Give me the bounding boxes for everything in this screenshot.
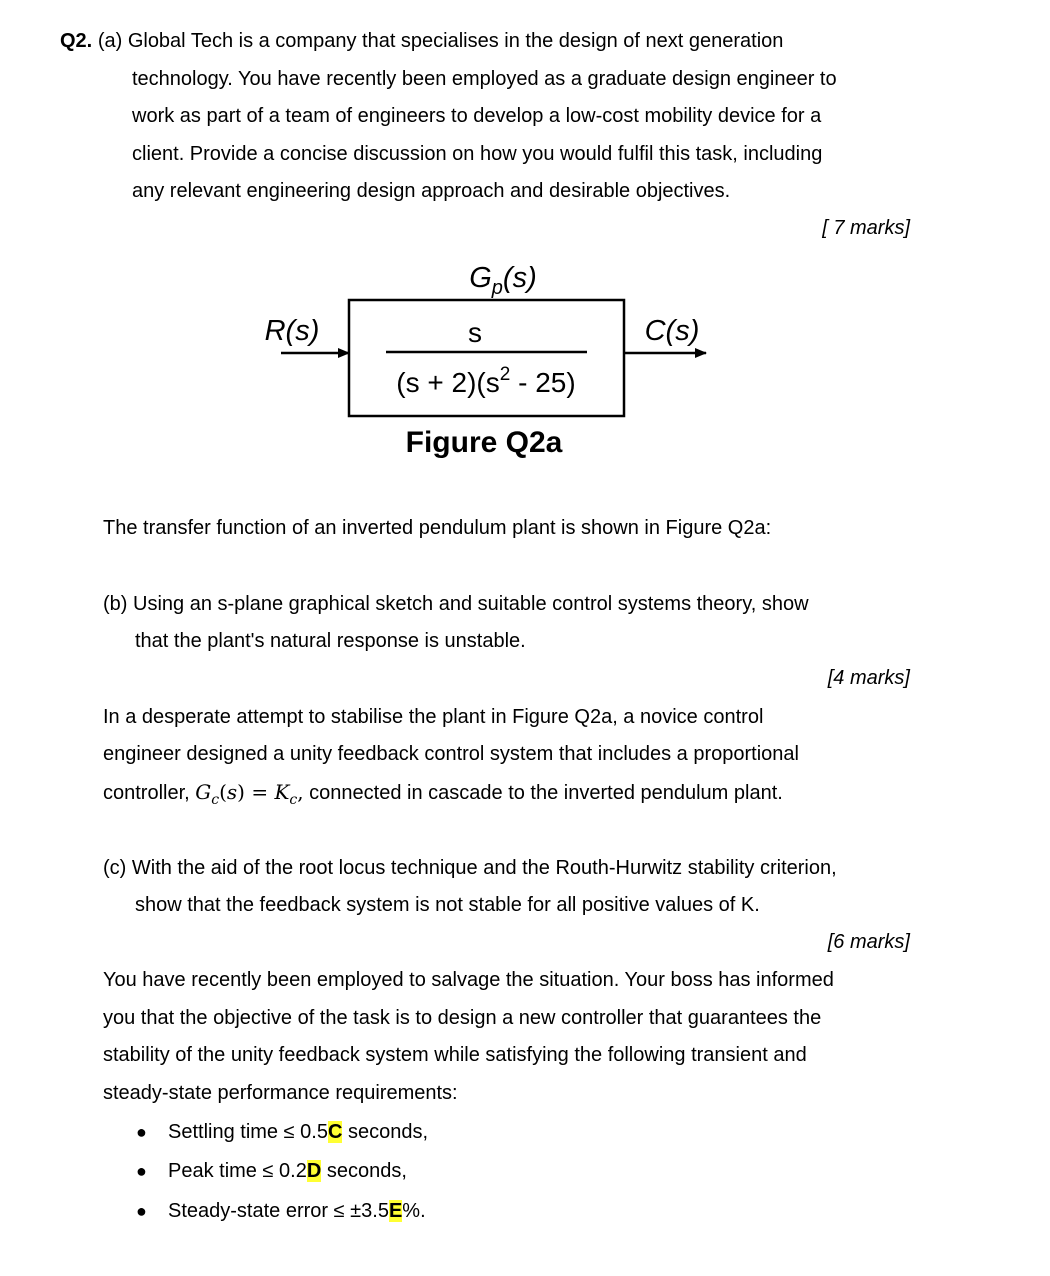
- figure-caption: Figure Q2a: [405, 426, 563, 459]
- part-a-line: (a) Global Tech is a company that specialises in the design of next generation: [97, 30, 784, 52]
- denominator: $(s + 2)(s^2 - 25)$: [396, 364, 576, 398]
- requirement-steady-state-error: Steady-state error ≤ ±3.5E%.: [168, 1200, 426, 1222]
- requirement-peak-time: Peak time ≤ 0.2D seconds,: [168, 1160, 407, 1182]
- output-label: C(s): [644, 315, 700, 347]
- input-label: R(s): [264, 315, 320, 347]
- part-b-marks: [4 marks]: [827, 667, 910, 689]
- part-b-line: (b) Using an s-plane graphical sketch and suitable control systems theory, show: [103, 593, 809, 615]
- question-number: Q2.: [60, 30, 93, 52]
- salvage-line: You have recently been employed to salvage the situation. Your boss has informed: [103, 969, 834, 991]
- part-c-marks: [6 marks]: [827, 931, 910, 953]
- part-a-line: any relevant engineering design approach and desirable objectives.: [132, 180, 731, 202]
- requirement-settling-time: Settling time ≤ 0.5C seconds,: [168, 1121, 429, 1143]
- highlighted-variable: D: [306, 1160, 322, 1182]
- figure-intro: The transfer function of an inverted pendulum plant is shown in Figure Q2a:: [103, 517, 772, 539]
- part-a-line: technology. You have recently been employed as a graduate design engineer to: [132, 68, 837, 90]
- middle-text: connected in cascade to the inverted pendulum plant.: [303, 782, 783, 804]
- middle-line-3: [103, 780, 783, 812]
- bullet-dot: ●: [136, 1122, 147, 1142]
- bullet-dot: ●: [136, 1201, 147, 1221]
- part-a-line: client. Provide a concise discussion on how you would fulfil this task, including: [132, 143, 823, 165]
- plant-block: [349, 300, 624, 416]
- block-diagram: [0, 0, 1050, 480]
- middle-line: engineer designed a unity feedback control system that includes a proportional: [103, 743, 799, 765]
- middle-line: In a desperate attempt to stabilise the plant in Figure Q2a, a novice control: [103, 706, 764, 728]
- salvage-line: steady-state performance requirements:: [103, 1082, 458, 1104]
- numerator: s: [468, 317, 482, 348]
- part-c-line: (c) With the aid of the root locus technique and the Routh-Hurwitz stability criterion,: [103, 857, 837, 879]
- part-b-line: that the plant's natural response is unstable.: [135, 630, 526, 652]
- controller-equation: $G_c(s) = K_c$,: [195, 780, 304, 808]
- middle-text: controller,: [103, 782, 196, 804]
- part-a-line: work as part of a team of engineers to develop a low-cost mobility device for a: [132, 105, 822, 127]
- salvage-line: stability of the unity feedback system while satisfying the following transient and: [103, 1044, 807, 1066]
- plant-label: $G_p(s)$: [469, 262, 537, 299]
- part-c-line: show that the feedback system is not stable for all positive values of K.: [135, 894, 760, 916]
- highlighted-variable: E: [388, 1200, 403, 1222]
- part-a-marks: [ 7 marks]: [822, 217, 910, 239]
- bullet-dot: ●: [136, 1161, 147, 1181]
- highlighted-variable: C: [327, 1121, 343, 1143]
- salvage-line: you that the objective of the task is to design a new controller that guarantees the: [103, 1007, 822, 1029]
